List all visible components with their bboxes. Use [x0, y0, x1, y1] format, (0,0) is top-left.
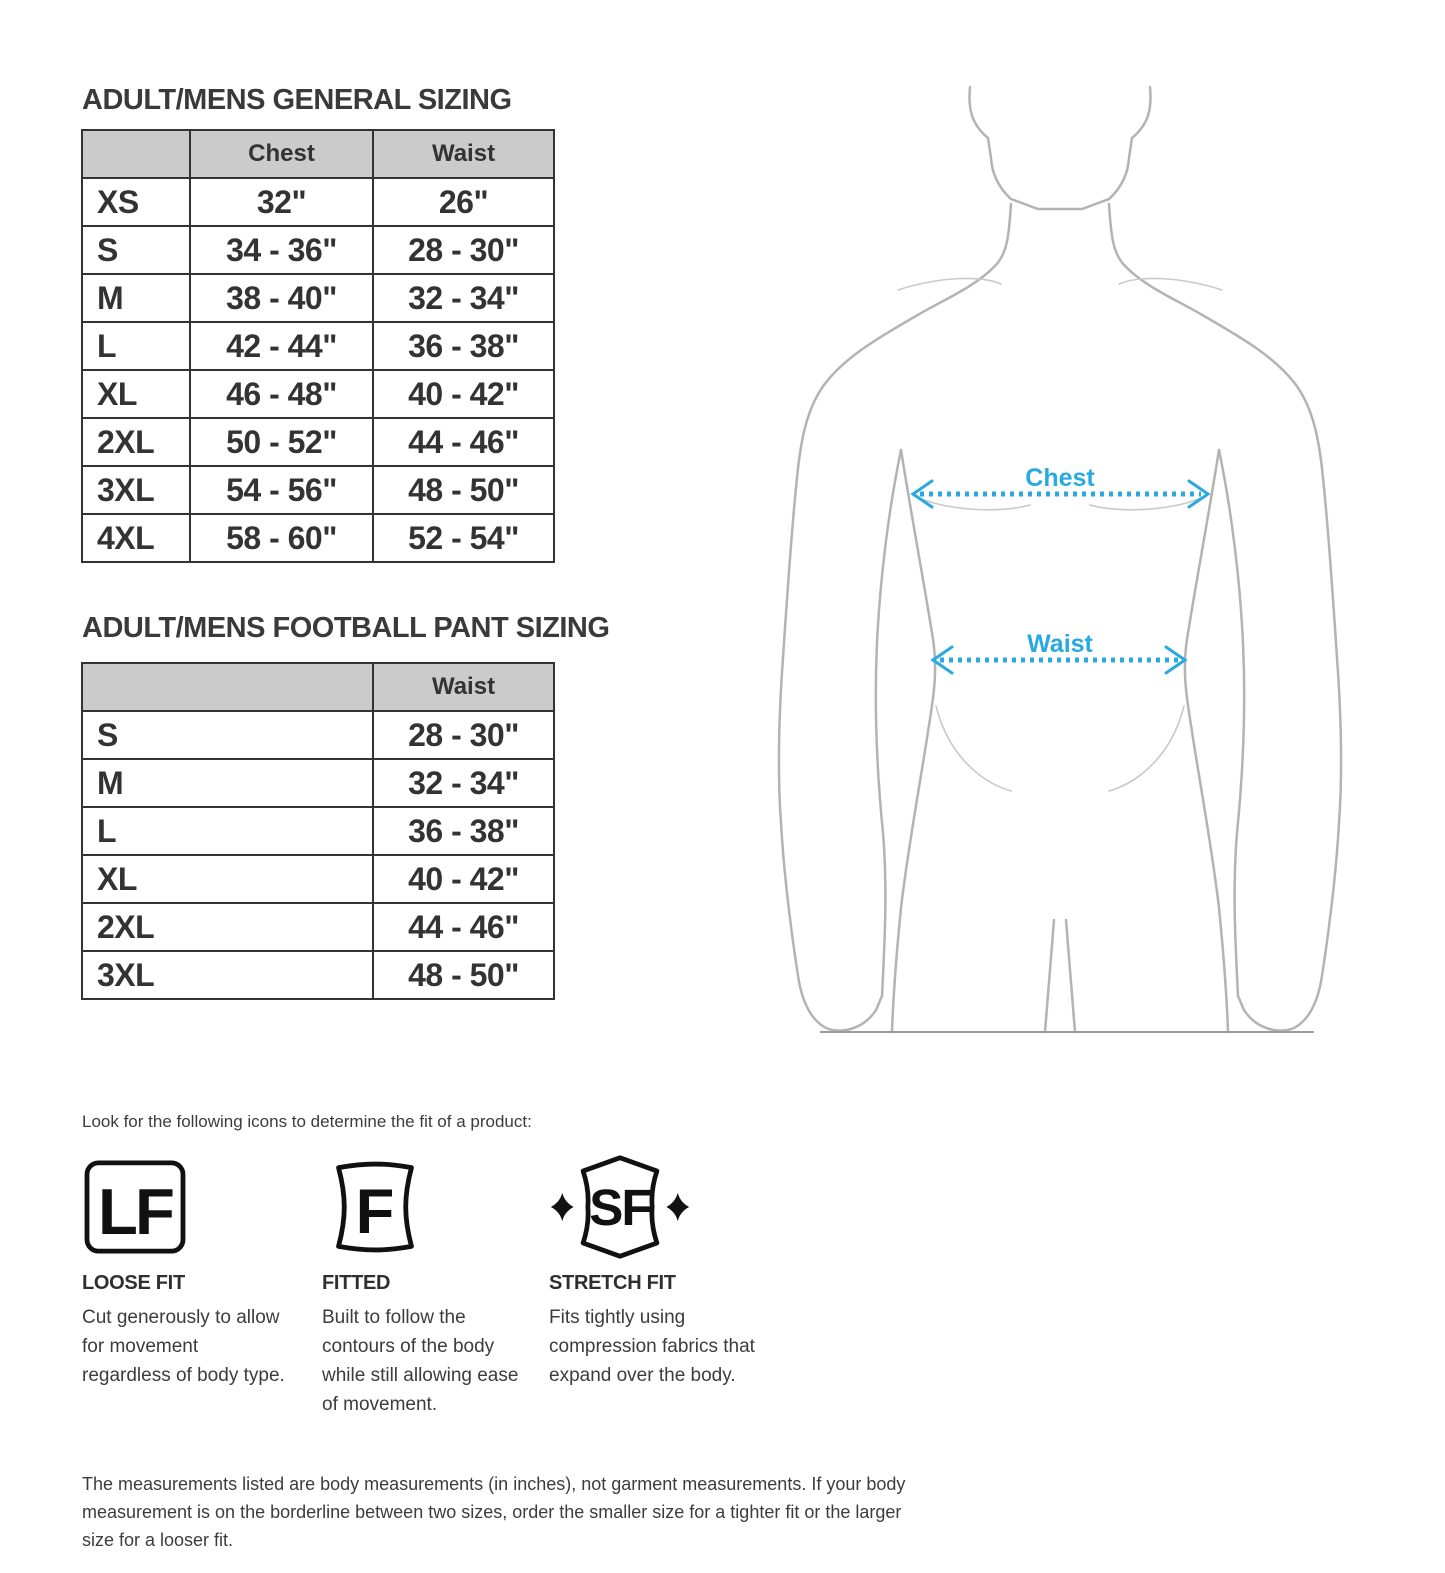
loose-fit-name: LOOSE FIT	[82, 1272, 185, 1294]
table-row	[82, 711, 554, 759]
size-cell: 2XL	[82, 903, 373, 951]
head-outline-path	[969, 87, 1150, 209]
hip-crease-detail-path	[936, 706, 1184, 791]
chest-cell: 54 - 56"	[190, 466, 373, 514]
table-row	[82, 418, 554, 466]
table-row	[82, 855, 554, 903]
right-torso-leg-path	[1185, 450, 1228, 1032]
chest-cell: 38 - 40"	[190, 274, 373, 322]
measurement-note: The measurements listed are body measurements (in inches), not garment measurements. If your body measurement is on the borderline between two sizes, order the smaller size for a tighter fit or the larger size for a looser fit.	[82, 1474, 906, 1550]
size-cell: 3XL	[82, 466, 190, 514]
fit-intro-text: Look for the following icons to determine the fit of a product:	[82, 1112, 532, 1131]
waist-cell: 32 - 34"	[373, 759, 554, 807]
chest-arrow-label: Chest	[1025, 464, 1095, 492]
loose-fit-icon	[82, 1159, 188, 1255]
table-row	[82, 903, 554, 951]
waist-cell: 40 - 42"	[373, 370, 554, 418]
size-cell: S	[82, 711, 373, 759]
waist-column-header: Waist	[373, 663, 554, 711]
fitted-column	[322, 1152, 537, 1419]
table-row	[82, 322, 554, 370]
size-cell: 3XL	[82, 951, 373, 999]
svg-text:F: F	[355, 1176, 395, 1247]
chest-cell: 46 - 48"	[190, 370, 373, 418]
size-cell: L	[82, 807, 373, 855]
loose-fit-column	[82, 1152, 297, 1390]
waist-cell: 28 - 30"	[373, 226, 554, 274]
table-row	[82, 226, 554, 274]
corner-cell	[82, 130, 190, 178]
chest-cell: 58 - 60"	[190, 514, 373, 562]
general-table-header-row	[82, 130, 554, 178]
general-sizing-title: ADULT/MENS GENERAL SIZING	[82, 84, 512, 116]
loose-fit-icon-box	[82, 1152, 297, 1262]
left-arm-outline-path	[779, 204, 1011, 1031]
left-inner-arm-path	[876, 450, 901, 996]
waist-column-header: Waist	[373, 130, 554, 178]
table-row	[82, 178, 554, 226]
waist-cell: 36 - 38"	[373, 807, 554, 855]
size-cell: 2XL	[82, 418, 190, 466]
table-row	[82, 514, 554, 562]
size-cell: L	[82, 322, 190, 370]
stretch-fit-right-star	[666, 1193, 689, 1221]
stretch-fit-column	[549, 1152, 764, 1390]
svg-text:SF: SF	[589, 1178, 651, 1236]
size-cell: M	[82, 274, 190, 322]
loose-fit-description: Cut generously to allow for movement regardless of body type.	[82, 1307, 285, 1386]
waist-cell: 36 - 38"	[373, 322, 554, 370]
body-silhouette-diagram	[768, 58, 1348, 1043]
waist-cell: 44 - 46"	[373, 903, 554, 951]
waist-cell: 40 - 42"	[373, 855, 554, 903]
fitted-icon-box	[322, 1152, 537, 1262]
chest-cell: 32"	[190, 178, 373, 226]
svg-text:LF: LF	[98, 1174, 172, 1248]
table-row	[82, 759, 554, 807]
table-row	[82, 951, 554, 999]
table-row	[82, 807, 554, 855]
size-cell: S	[82, 226, 190, 274]
collarbone-detail-path	[898, 278, 1222, 290]
general-sizing-table	[81, 129, 555, 563]
waist-cell: 52 - 54"	[373, 514, 554, 562]
waist-cell: 44 - 46"	[373, 418, 554, 466]
chest-cell: 34 - 36"	[190, 226, 373, 274]
right-inner-arm-path	[1219, 450, 1244, 996]
corner-cell	[82, 663, 373, 711]
crotch-lines-path	[1045, 920, 1075, 1032]
table-row	[82, 274, 554, 322]
left-torso-leg-path	[892, 450, 935, 1032]
stretch-fit-name: STRETCH FIT	[549, 1272, 676, 1294]
pant-table-header-row	[82, 663, 554, 711]
chest-cell: 42 - 44"	[190, 322, 373, 370]
waist-cell: 26"	[373, 178, 554, 226]
waist-cell: 28 - 30"	[373, 711, 554, 759]
table-row	[82, 466, 554, 514]
size-cell: M	[82, 759, 373, 807]
size-cell: XL	[82, 855, 373, 903]
stretch-fit-left-star	[551, 1193, 574, 1221]
stretch-fit-description: Fits tightly using compression fabrics that expand over the body.	[549, 1307, 755, 1386]
chest-cell: 50 - 52"	[190, 418, 373, 466]
waist-cell: 32 - 34"	[373, 274, 554, 322]
chest-column-header: Chest	[190, 130, 373, 178]
chest-detail-path	[913, 495, 1207, 510]
waist-cell: 48 - 50"	[373, 951, 554, 999]
stretch-fit-icon-box	[549, 1152, 764, 1262]
size-cell: XL	[82, 370, 190, 418]
pant-sizing-table	[81, 662, 555, 1000]
fitted-description: Built to follow the contours of the body while still allowing ease of movement.	[322, 1307, 519, 1415]
stretch-fit-icon	[549, 1153, 691, 1261]
fitted-name: FITTED	[322, 1272, 391, 1294]
waist-arrow-label: Waist	[1027, 630, 1093, 658]
waist-cell: 48 - 50"	[373, 466, 554, 514]
table-row	[82, 370, 554, 418]
right-arm-outline-path	[1109, 204, 1341, 1031]
size-cell: 4XL	[82, 514, 190, 562]
fitted-icon	[322, 1159, 428, 1255]
pant-sizing-title: ADULT/MENS FOOTBALL PANT SIZING	[82, 612, 610, 644]
size-cell: XS	[82, 178, 190, 226]
